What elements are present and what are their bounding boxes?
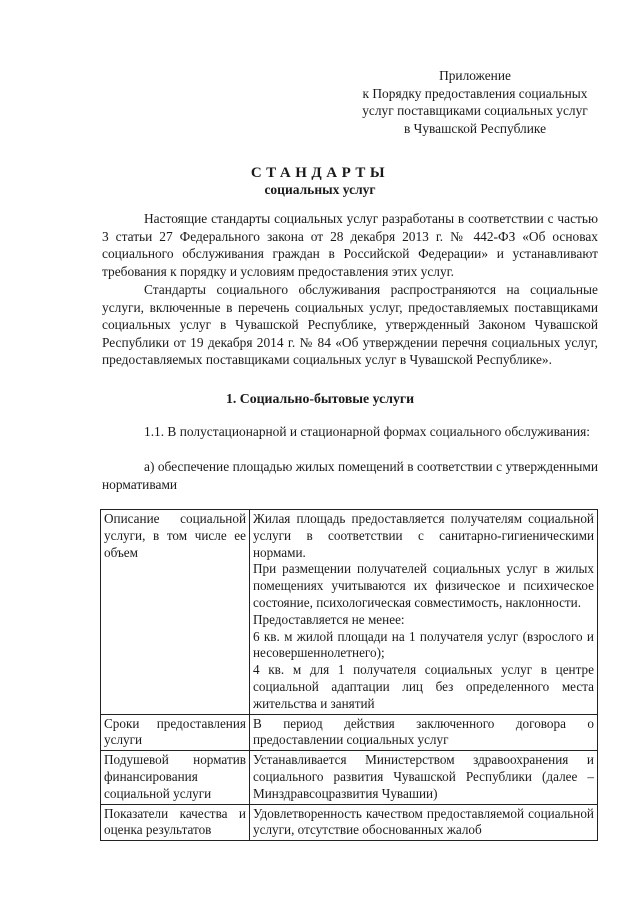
row-content (250, 751, 598, 804)
content-line: 6 кв. м жилой площади на 1 получателя услуг (взрослого и несовершеннолетнего); (253, 628, 594, 661)
row-label: Подушевой норматив финансирования социальной услуги (101, 751, 250, 804)
content-line: Устанавливается Министерством здравоохранения и социального развития Чувашской Республики (далее – Минздравсоцразвития Чувашии) (253, 752, 594, 801)
appendix-line: услуг поставщиками социальных услуг (362, 103, 588, 118)
row-label: Показатели качества и оценка результатов (101, 804, 250, 841)
content-line: 4 кв. м для 1 получателя социальных услуг в центре социальной адаптации лиц без определенного места жительства и занятий (253, 662, 594, 711)
appendix-line: в Чувашской Республике (403, 120, 547, 136)
scope-paragraph: Стандарты социального обслуживания распространяются на социальные услуги, включенные в перечень социальных услуг, предоставляемых поставщиками социальных услуг в Чувашской Республике, утвержденный Законом Чувашской Республики от 19 декабря 2014 г. № 84 «Об утверждении перечня социальных услуг, предоставляемых поставщиками социальных услуг в Чувашской Республике». (102, 282, 598, 368)
row-content (250, 714, 598, 751)
table-row (101, 510, 598, 715)
document-title: СТАНДАРТЫ (250, 165, 390, 181)
table-row (101, 751, 598, 804)
content-line: Жилая площадь предоставляется получателям социальной услуги в соответствии с санитарно-гигиеническими нормами. (253, 511, 594, 560)
table-row (101, 804, 598, 841)
content-line: Предоставляется не менее: (253, 611, 405, 627)
row-content (250, 510, 598, 715)
row-label: Описание социальной услуги, в том числе ее объем (101, 510, 250, 715)
table-row (101, 714, 598, 751)
standards-table (100, 509, 598, 841)
item-paragraph: а) обеспечение площадью жилых помещений в соответствии с утвержденными нормативами (102, 459, 598, 492)
content-line: В период действия заключенного договора о предоставлении социальных услуг (253, 715, 594, 748)
appendix-header (340, 67, 610, 137)
appendix-line: к Порядку предоставления социальных (362, 85, 588, 101)
intro-paragraph: Настоящие стандарты социальных услуг разработаны в соответствии с частью 3 статьи 27 Федерального закона от 28 декабря 2013 г. № 442-ФЗ «Об основах социального обслуживания граждан в Российской Федерации» и устанавливают требования к порядку и условиям предоставления этих услуг. (102, 211, 598, 279)
appendix-line: Приложение (439, 68, 511, 83)
row-content (250, 804, 598, 841)
subsection-paragraph: 1.1. В полустационарной и стационарной формах социального обслуживания: (144, 424, 590, 439)
row-label: Сроки предоставления услуги (101, 714, 250, 751)
document-subtitle: социальных услуг (264, 182, 376, 197)
content-line: Удовлетворенность качеством предоставляемой социальной услуги, отсутствие обоснованных жалоб (253, 805, 594, 838)
section-heading: 1. Социально-бытовые услуги (225, 391, 415, 406)
content-line: При размещении получателей социальных услуг в жилых помещениях учитываются их физическое и психическое состояние, психологическая совместимость, наклонности. (253, 561, 594, 610)
